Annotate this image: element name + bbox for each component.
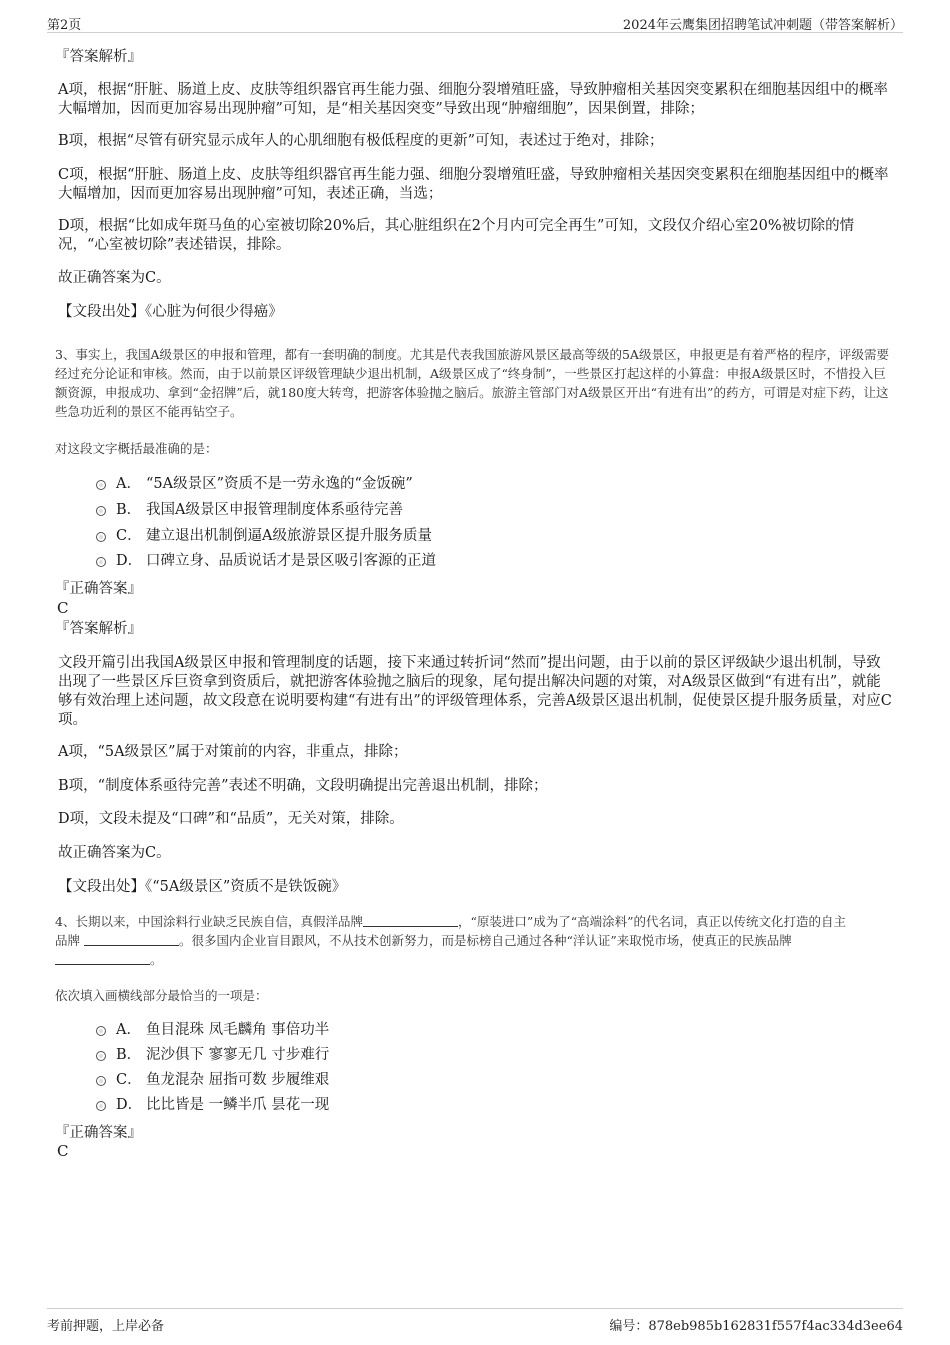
radio-icon[interactable] [96,1076,106,1086]
q3-answer: C [57,599,69,617]
footer-slogan: 考前押题，上岸必备 [47,1319,165,1334]
q4-stem: 4、长期以来，中国涂料行业缺乏民族自信，真假洋品牌 ，“原装进口”成为了“高端涂料”的代名词，真正以传统文化打造的自主 品牌 。很多国内企业盲目跟风，不从技术创新努力，而是标榜自己通过各种“洋认证”来取悦市场，使真正的民族品牌 。 [55,914,847,967]
q2-analysis-d: D项，根据“比如成年斑马鱼的心室被切除20%后，其心脏组织在2个月内可完全再生”可知，文段仅介绍心室20%被切除的情况，“心室被切除”表述错误，排除。 [58,218,855,253]
option-text: 泥沙俱下 寥寥无几 寸步难行 [146,1047,330,1063]
q3-option-d[interactable] [96,552,436,571]
q3-source: 【文段出处】《“5A级景区”资质不是铁饭碗》 [58,879,347,895]
radio-icon[interactable] [96,1051,106,1061]
q2-conclusion: 故正确答案为C。 [58,270,171,286]
option-text: 建立退出机制倒逼A级旅游景区提升服务质量 [146,528,432,544]
radio-icon[interactable] [96,480,106,490]
option-key: C． [116,1072,142,1088]
q4-question: 依次填入画横线部分最恰当的一项是： [55,988,268,1003]
q2-analysis-b: B项，根据“尽管有研究显示成年人的心肌细胞有极低程度的更新”可知，表述过于绝对，排除； [58,133,664,149]
option-text: “5A级景区”资质不是一劳永逸的“金饭碗” [146,476,413,492]
q3-analysis: 文段开篇引出我国A级景区申报和管理制度的话题，接下来通过转折词“然而”提出问题，由于以前的景区评级缺少退出机制，导致出现了一些景区斥巨资拿到资质后，就把游客体验抛之脑后的现象，尾句提出解决问题的对策，对A级景区做到“有进有出”，就能够有效治理上述问题，故文段意在说明要构建“有进有出”的评级管理体系，完善A级景区退出机制，促使景区提升服务质量，对应C项。 [58,655,892,728]
q3-analysis-b: B项，“制度体系亟待完善”表述不明确，文段明确提出完善退出机制，排除； [58,778,548,794]
q3-question: 对这段文字概括最准确的是： [55,441,218,456]
option-key: C． [116,528,142,544]
document-id: 编号：878eb985b162831f557f4ac334d3ee64 [609,1319,903,1334]
q2-analysis-label: 『答案解析』 [55,49,142,65]
radio-icon[interactable] [96,1101,106,1111]
radio-icon[interactable] [96,506,106,516]
option-text: 我国A级景区申报管理制度体系亟待完善 [146,502,403,518]
q4-answer-label: 『正确答案』 [55,1125,142,1141]
fill-blank-3 [55,952,150,965]
fill-blank-1 [363,914,458,927]
q4-option-b[interactable] [96,1046,329,1065]
q4-option-d[interactable] [96,1096,329,1115]
q2-analysis-a: A项，根据“肝脏、肠道上皮、皮肤等组织器官再生能力强、细胞分裂增殖旺盛，导致肿瘤相关基因突变累积在细胞基因组中的概率大幅增加，因而更加容易出现肿瘤”可知，是“相关基因突变”导致出现“肿瘤细胞”，因果倒置，排除； [58,82,888,117]
fill-blank-2 [84,933,179,946]
q3-conclusion: 故正确答案为C。 [58,845,171,861]
radio-icon[interactable] [96,1026,106,1036]
q3-analysis-label: 『答案解析』 [55,621,142,637]
option-text: 口碑立身、品质说话才是景区吸引客源的正道 [146,553,436,569]
option-text: 比比皆是 一鳞半爪 昙花一现 [146,1097,330,1113]
radio-icon[interactable] [96,557,106,567]
q3-option-b[interactable] [96,501,403,520]
q4-answer: C [57,1142,69,1160]
option-key: B． [116,502,142,518]
q4-option-c[interactable] [96,1071,329,1090]
option-key: A． [116,1022,141,1038]
q4-option-a[interactable] [96,1021,329,1040]
option-text: 鱼龙混杂 屈指可数 步履维艰 [146,1072,330,1088]
radio-icon[interactable] [96,532,106,542]
q3-answer-label: 『正确答案』 [55,581,142,597]
q3-option-a[interactable] [96,475,413,494]
option-key: D． [116,1097,143,1113]
page-number: 第2页 [47,18,82,33]
q3-analysis-a: A项，“5A级景区”属于对策前的内容，非重点，排除； [58,744,408,760]
option-key: D． [116,553,143,569]
page-footer [47,1308,903,1333]
q3-stem: 3、事实上，我国A级景区的申报和管理，都有一套明确的制度。尤其是代表我国旅游风景区最高等级的5A级景区，申报更是有着严格的程序，评级需要经过充分论证和审核。然而，由于以前景区评级管理缺少退出机制，A级景区成了“终身制”，一些景区打起这样的小算盘：申报A级景区时，不惜投入巨额资源，申报成功、拿到“金招牌”后，就180度大转弯，把游客体验抛之脑后。旅游主管部门对A级景区开出“有进有出”的药方，可谓是对症下药，让这些急功近利的景区不能再钻空子。 [55,347,889,419]
option-key: A． [116,476,141,492]
page-header [47,10,903,33]
q2-analysis-c: C项，根据“肝脏、肠道上皮、皮肤等组织器官再生能力强、细胞分裂增殖旺盛，导致肿瘤相关基因突变累积在细胞基因组中的概率大幅增加，因而更加容易出现肿瘤”可知，表述正确，当选； [58,167,889,202]
document-title: 2024年云鹰集团招聘笔试冲刺题（带答案解析） [622,18,903,33]
q3-analysis-d: D项，文段未提及“口碑”和“品质”，无关对策，排除。 [58,811,404,827]
option-key: B． [116,1047,142,1063]
q3-option-c[interactable] [96,527,432,546]
option-text: 鱼目混珠 凤毛麟角 事倍功半 [146,1022,330,1038]
q2-source: 【文段出处】《心脏为何很少得癌》 [58,304,283,320]
